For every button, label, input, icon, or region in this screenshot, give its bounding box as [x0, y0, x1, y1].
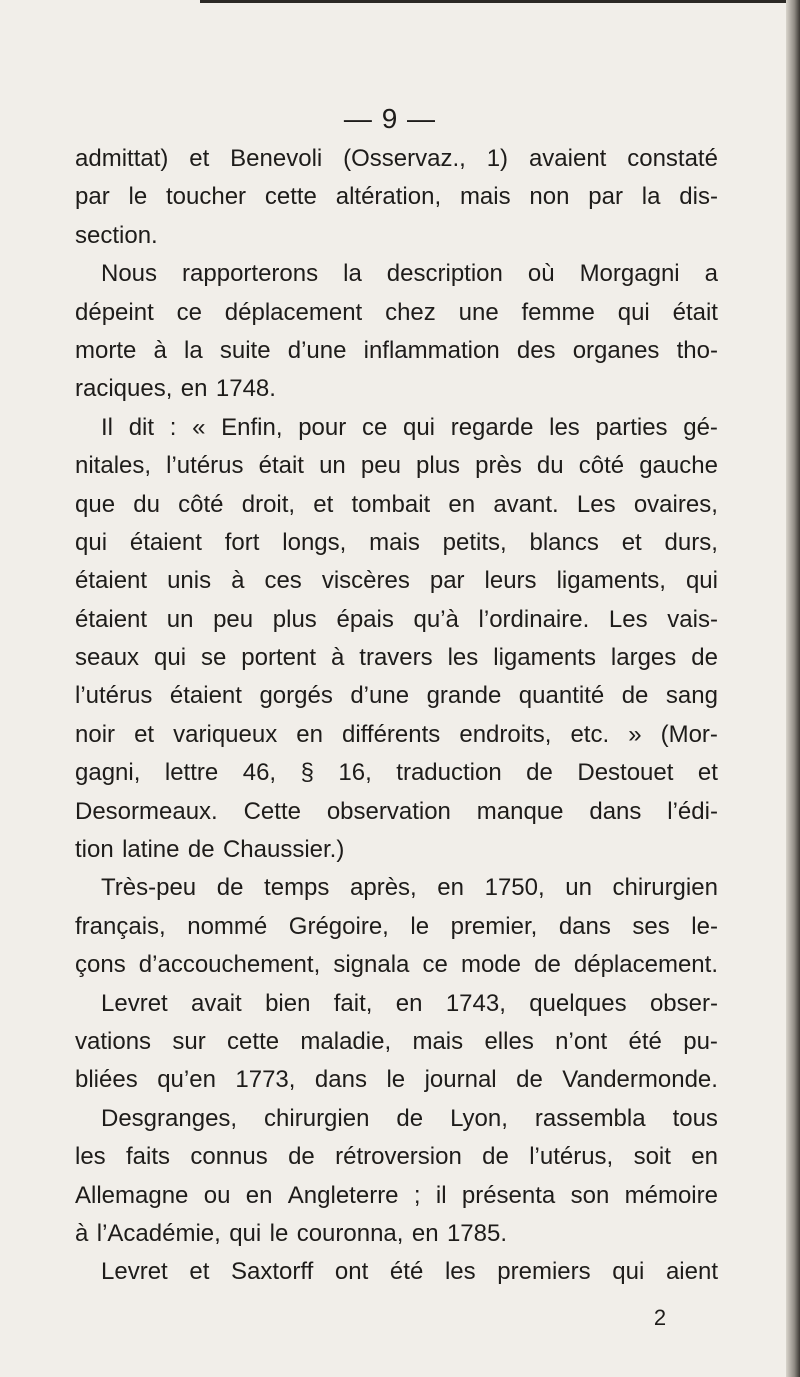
text-line: gagni, lettre 46, § 16, traduction de Destouet et: [75, 759, 718, 787]
text-line: qui étaient fort longs, mais petits, blancs et durs,: [75, 528, 718, 556]
text-line: que du côté droit, et tombait en avant. Les ovaires,: [75, 490, 718, 518]
text-line: Nous rapporterons la description où Morgagni a: [101, 260, 718, 288]
text-line: Desgranges, chirurgien de Lyon, rassembla tous: [101, 1104, 718, 1132]
text-line: seaux qui se portent à travers les ligaments larges de: [75, 644, 718, 672]
text-line: admittat) et Benevoli (Osservaz., 1) avaient constaté: [75, 145, 718, 172]
text-line: étaient un peu plus épais qu’à l’ordinaire. Les vais-: [75, 605, 718, 633]
text-line: bliées qu’en 1773, dans le journal de Vandermonde.: [75, 1066, 718, 1094]
signature-mark: 2: [653, 1305, 667, 1330]
text-line: à l’Académie, qui le couronna, en 1785.: [75, 1219, 507, 1247]
text-line: par le toucher cette altération, mais non par la dis-: [75, 183, 718, 211]
text-line: section.: [75, 221, 158, 249]
text-line: l’utérus étaient gorgés d’une grande quantité de sang: [75, 682, 718, 710]
body-text: [75, 140, 718, 1292]
text-line: Très-peu de temps après, en 1750, un chirurgien: [101, 874, 718, 902]
page-top-border: [200, 0, 786, 3]
text-line: morte à la suite d’une inflammation des organes tho-: [75, 336, 718, 364]
text-line: Levret et Saxtorff ont été les premiers qui aient: [101, 1258, 718, 1286]
page-number: — 9 —: [343, 103, 437, 134]
text-line: nitales, l’utérus était un peu plus près du côté gauche: [75, 452, 718, 480]
text-line: tion latine de Chaussier.): [75, 836, 345, 864]
text-line: Allemagne ou en Angleterre ; il présenta son mémoire: [75, 1181, 718, 1209]
text-line: çons d’accouchement, signala ce mode de déplacement.: [75, 951, 718, 979]
text-line: français, nommé Grégoire, le premier, dans ses le-: [75, 912, 718, 940]
text-line: étaient unis à ces viscères par leurs ligaments, qui: [75, 567, 718, 595]
page-binding-edge: [786, 0, 800, 1377]
text-line: Il dit : « Enfin, pour ce qui regarde les parties gé-: [101, 413, 718, 441]
text-line: noir et variqueux en différents endroits, etc. » (Mor-: [75, 720, 718, 748]
text-line: Desormeaux. Cette observation manque dans l’édi-: [75, 797, 718, 825]
text-line: dépeint ce déplacement chez une femme qui était: [75, 298, 718, 326]
text-line: vations sur cette maladie, mais elles n’ont été pu-: [75, 1027, 718, 1055]
text-line: les faits connus de rétroversion de l’utérus, soit en: [75, 1143, 718, 1171]
text-line: Levret avait bien fait, en 1743, quelques obser-: [101, 989, 718, 1017]
text-line: raciques, en 1748.: [75, 375, 276, 403]
